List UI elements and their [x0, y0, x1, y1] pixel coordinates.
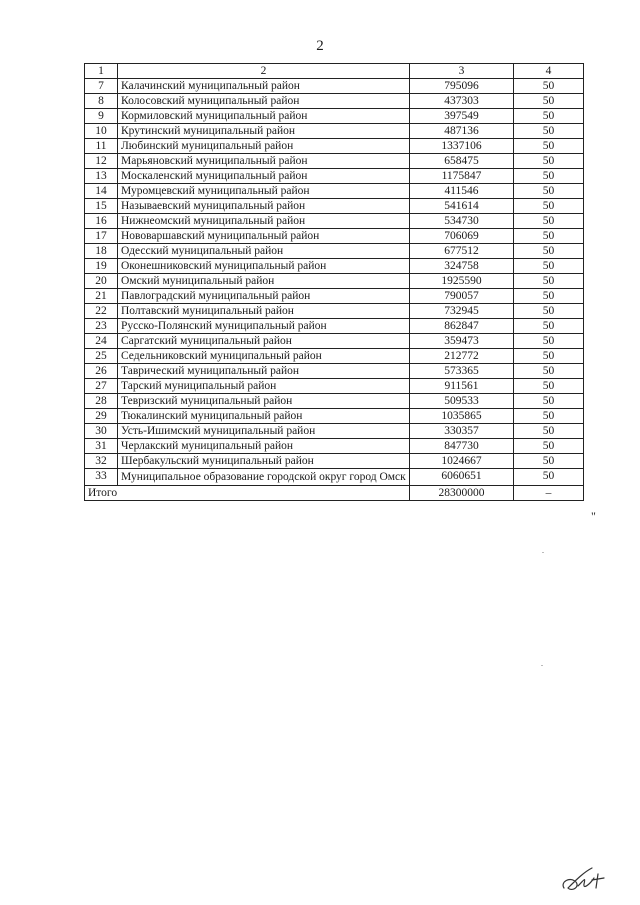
closing-quote: " — [591, 509, 596, 523]
amount-cell: 1175847 — [410, 169, 514, 184]
amount-cell: 330357 — [410, 424, 514, 439]
row-number-cell: 17 — [85, 229, 118, 244]
share-cell: 50 — [514, 379, 584, 394]
row-number-cell: 20 — [85, 274, 118, 289]
share-cell: 50 — [514, 469, 584, 486]
amount-cell: 212772 — [410, 349, 514, 364]
row-number-cell: 19 — [85, 259, 118, 274]
table-row — [85, 289, 584, 304]
table-row — [85, 394, 584, 409]
amount-cell: 790057 — [410, 289, 514, 304]
district-name-cell: Черлакский муниципальный район — [118, 439, 410, 454]
district-name-cell: Тюкалинский муниципальный район — [118, 409, 410, 424]
table-row — [85, 274, 584, 289]
table-row — [85, 94, 584, 109]
row-number-cell: 18 — [85, 244, 118, 259]
district-name-cell: Шербакульский муниципальный район — [118, 454, 410, 469]
share-cell: 50 — [514, 184, 584, 199]
share-cell: 50 — [514, 169, 584, 184]
share-cell: 50 — [514, 304, 584, 319]
row-number-cell: 32 — [85, 454, 118, 469]
allocation-table — [84, 63, 584, 501]
row-number-cell: 22 — [85, 304, 118, 319]
row-number-cell: 15 — [85, 199, 118, 214]
table-row — [85, 409, 584, 424]
table-row — [85, 244, 584, 259]
amount-cell: 658475 — [410, 154, 514, 169]
district-name-cell: Марьяновский муниципальный район — [118, 154, 410, 169]
table-row — [85, 214, 584, 229]
header-cell-4: 4 — [514, 64, 584, 79]
share-cell: 50 — [514, 79, 584, 94]
share-cell: 50 — [514, 424, 584, 439]
share-cell: 50 — [514, 409, 584, 424]
table-row — [85, 319, 584, 334]
row-number-cell: 23 — [85, 319, 118, 334]
share-cell: 50 — [514, 334, 584, 349]
amount-cell: 541614 — [410, 199, 514, 214]
amount-cell: 6060651 — [410, 469, 514, 486]
amount-cell: 911561 — [410, 379, 514, 394]
district-name-cell: Тевризский муниципальный район — [118, 394, 410, 409]
share-cell: 50 — [514, 124, 584, 139]
district-name-cell: Нововаршавский муниципальный район — [118, 229, 410, 244]
district-name-cell: Омский муниципальный район — [118, 274, 410, 289]
row-number-cell: 12 — [85, 154, 118, 169]
row-number-cell: 27 — [85, 379, 118, 394]
district-name-cell: Усть-Ишимский муниципальный район — [118, 424, 410, 439]
table-row — [85, 199, 584, 214]
table-row — [85, 139, 584, 154]
scan-speck — [542, 552, 544, 553]
amount-cell: 1337106 — [410, 139, 514, 154]
table-row — [85, 364, 584, 379]
table-row — [85, 124, 584, 139]
amount-cell: 847730 — [410, 439, 514, 454]
share-cell: 50 — [514, 319, 584, 334]
district-name-cell: Таврический муниципальный район — [118, 364, 410, 379]
share-cell: 50 — [514, 349, 584, 364]
share-cell: 50 — [514, 439, 584, 454]
header-cell-3: 3 — [410, 64, 514, 79]
row-number-cell: 24 — [85, 334, 118, 349]
total-amount-cell: 28300000 — [410, 486, 514, 501]
table-row — [85, 109, 584, 124]
amount-cell: 487136 — [410, 124, 514, 139]
share-cell: 50 — [514, 274, 584, 289]
table-row — [85, 169, 584, 184]
amount-cell: 359473 — [410, 334, 514, 349]
table-header-row — [85, 64, 584, 79]
amount-cell: 1035865 — [410, 409, 514, 424]
amount-cell: 862847 — [410, 319, 514, 334]
row-number-cell: 30 — [85, 424, 118, 439]
amount-cell: 732945 — [410, 304, 514, 319]
share-cell: 50 — [514, 139, 584, 154]
total-label-cell: Итого — [85, 486, 410, 501]
row-number-cell: 29 — [85, 409, 118, 424]
table-row — [85, 469, 584, 486]
district-name-cell: Москаленский муниципальный район — [118, 169, 410, 184]
district-name-cell: Колосовский муниципальный район — [118, 94, 410, 109]
share-cell: 50 — [514, 454, 584, 469]
row-number-cell: 7 — [85, 79, 118, 94]
share-cell: 50 — [514, 244, 584, 259]
table-row — [85, 454, 584, 469]
row-number-cell: 16 — [85, 214, 118, 229]
district-name-cell: Саргатский муниципальный район — [118, 334, 410, 349]
page-number: 2 — [316, 38, 324, 54]
row-number-cell: 26 — [85, 364, 118, 379]
district-name-cell: Полтавский муниципальный район — [118, 304, 410, 319]
table-row — [85, 424, 584, 439]
table-row — [85, 439, 584, 454]
district-name-cell: Оконешниковский муниципальный район — [118, 259, 410, 274]
district-name-cell: Крутинский муниципальный район — [118, 124, 410, 139]
district-name-cell: Калачинский муниципальный район — [118, 79, 410, 94]
district-name-cell: Муниципальное образование городской округ город Омск — [118, 469, 410, 486]
row-number-cell: 11 — [85, 139, 118, 154]
share-cell: 50 — [514, 289, 584, 304]
header-cell-1: 1 — [85, 64, 118, 79]
table-row — [85, 154, 584, 169]
amount-cell: 397549 — [410, 109, 514, 124]
share-cell: 50 — [514, 364, 584, 379]
row-number-cell: 10 — [85, 124, 118, 139]
district-name-cell: Кормиловский муниципальный район — [118, 109, 410, 124]
row-number-cell: 9 — [85, 109, 118, 124]
share-cell: 50 — [514, 214, 584, 229]
share-cell: 50 — [514, 109, 584, 124]
amount-cell: 324758 — [410, 259, 514, 274]
district-name-cell: Тарский муниципальный район — [118, 379, 410, 394]
district-name-cell: Муромцевский муниципальный район — [118, 184, 410, 199]
row-number-cell: 13 — [85, 169, 118, 184]
table-row — [85, 229, 584, 244]
row-number-cell: 8 — [85, 94, 118, 109]
table-row — [85, 184, 584, 199]
district-name-cell: Павлоградский муниципальный район — [118, 289, 410, 304]
row-number-cell: 28 — [85, 394, 118, 409]
district-name-cell: Одесский муниципальный район — [118, 244, 410, 259]
header-cell-2: 2 — [118, 64, 410, 79]
amount-cell: 795096 — [410, 79, 514, 94]
table-row — [85, 379, 584, 394]
district-name-cell: Любинский муниципальный район — [118, 139, 410, 154]
row-number-cell: 33 — [85, 469, 118, 486]
amount-cell: 509533 — [410, 394, 514, 409]
district-name-cell: Седельниковский муниципальный район — [118, 349, 410, 364]
row-number-cell: 25 — [85, 349, 118, 364]
share-cell: 50 — [514, 229, 584, 244]
share-cell: 50 — [514, 154, 584, 169]
amount-cell: 706069 — [410, 229, 514, 244]
district-name-cell: Нижнеомский муниципальный район — [118, 214, 410, 229]
share-cell: 50 — [514, 259, 584, 274]
table-row — [85, 259, 584, 274]
table-total-row — [85, 486, 584, 501]
share-cell: 50 — [514, 199, 584, 214]
row-number-cell: 21 — [85, 289, 118, 304]
amount-cell: 534730 — [410, 214, 514, 229]
total-share-cell: – — [514, 486, 584, 501]
amount-cell: 437303 — [410, 94, 514, 109]
amount-cell: 677512 — [410, 244, 514, 259]
row-number-cell: 14 — [85, 184, 118, 199]
table-row — [85, 349, 584, 364]
amount-cell: 573365 — [410, 364, 514, 379]
scan-speck — [541, 665, 543, 666]
table-row — [85, 79, 584, 94]
table-row — [85, 334, 584, 349]
share-cell: 50 — [514, 394, 584, 409]
signature-mark — [558, 862, 618, 898]
table-row — [85, 304, 584, 319]
district-name-cell: Русско-Полянский муниципальный район — [118, 319, 410, 334]
amount-cell: 411546 — [410, 184, 514, 199]
row-number-cell: 31 — [85, 439, 118, 454]
share-cell: 50 — [514, 94, 584, 109]
district-name-cell: Называевский муниципальный район — [118, 199, 410, 214]
amount-cell: 1024667 — [410, 454, 514, 469]
amount-cell: 1925590 — [410, 274, 514, 289]
